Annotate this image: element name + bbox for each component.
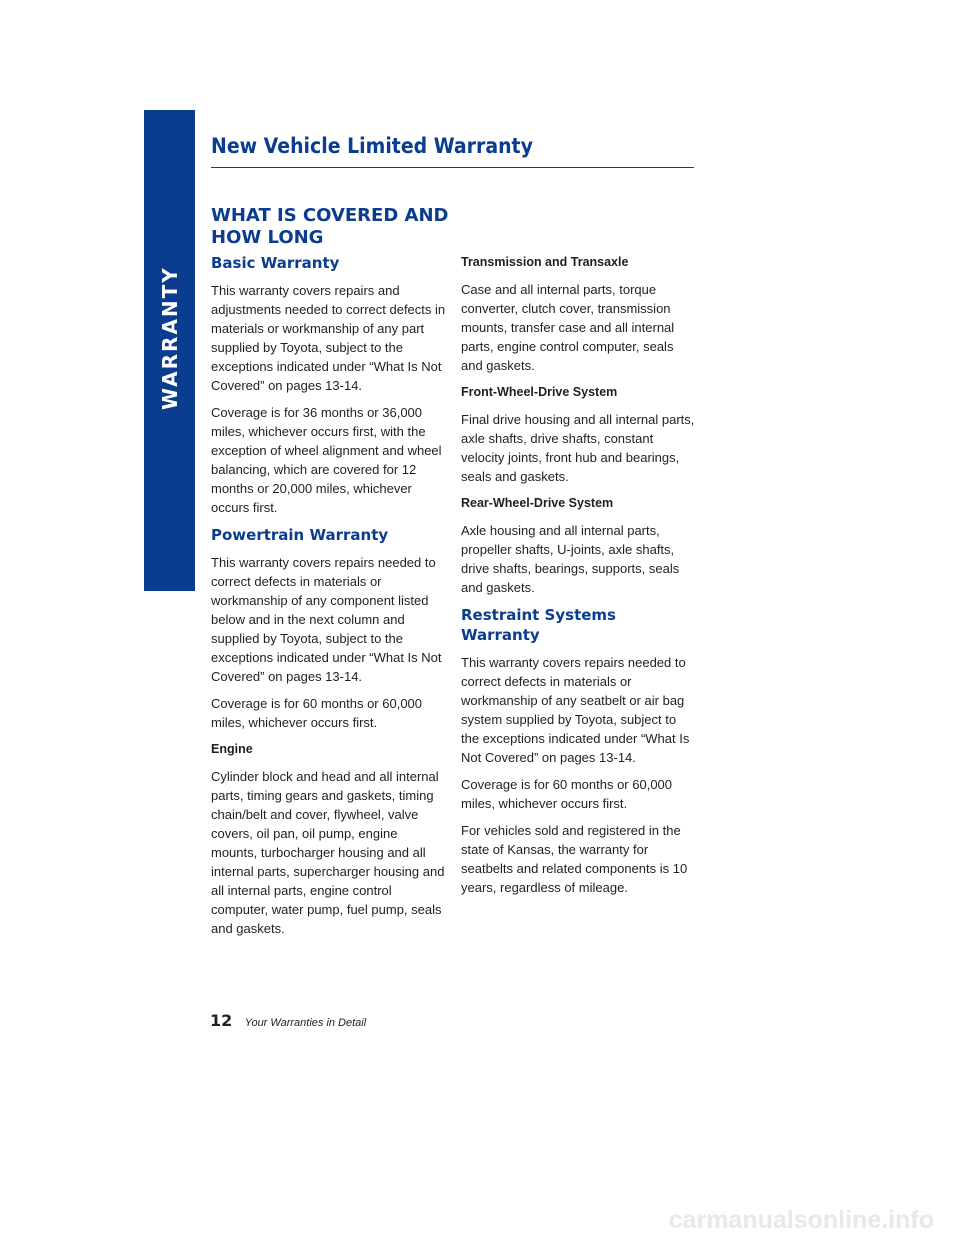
fwd-text: Final drive housing and all internal parts, axle shafts, drive shafts, constant velocity joints, front hub and bearings, seals and gaskets. [461, 412, 695, 484]
basic-warranty-coverage: Coverage is for 36 months or 36,000 miles, whichever occurs first, with the exception of wheel alignment and wheel balancing, which are covered for 12 months or 20,000 miles, whichever occurs first. [211, 405, 442, 515]
title-rule [211, 167, 694, 168]
restraint-warranty-text: This warranty covers repairs needed to correct defects in materials or workmanship of any seatbelt or air bag system supplied by Toyota, subject to the exceptions indicated under “What Is Not Covered” on pages 13-14. [461, 655, 690, 765]
page-title: New Vehicle Limited Warranty [211, 134, 533, 158]
page-number: 12 [210, 1011, 233, 1030]
fwd-heading: Front-Wheel-Drive System [461, 385, 618, 399]
powertrain-warranty-heading: Powertrain Warranty [211, 526, 389, 544]
section-heading [211, 205, 451, 249]
page-footer [210, 1011, 366, 1031]
basic-warranty-text: This warranty covers repairs and adjustments needed to correct defects in materials or workmanship of any part supplied by Toyota, subject to the exceptions indicated under “What Is Not Covered” on pages 13-14. [211, 283, 446, 393]
transmission-heading: Transmission and Transaxle [461, 255, 629, 269]
restraint-warranty-coverage: Coverage is for 60 months or 60,000 miles, whichever occurs first. [461, 777, 673, 811]
footer-text: Your Warranties in Detail [244, 1017, 367, 1029]
watermark: carmanualsonline.info [668, 1206, 934, 1234]
rwd-heading: Rear-Wheel-Drive System [461, 496, 614, 510]
rwd-text: Axle housing and all internal parts, propeller shafts, U-joints, axle shafts, drive shafts, bearings, supports, seals and gaskets. [461, 523, 680, 595]
section-heading-line-1: WHAT IS COVERED AND [211, 205, 449, 226]
powertrain-warranty-text: This warranty covers repairs needed to correct defects in materials or workmanship of any component listed below and in the next column and supplied by Toyota, subject to the exceptions indicated under “What Is Not Covered” on pages 13-14. [211, 555, 442, 684]
restraint-kansas-note: For vehicles sold and registered in the state of Kansas, the warranty for seatbelts and related components is 10 years, regardless of mileage. [461, 823, 688, 895]
right-column [461, 253, 696, 905]
basic-warranty-heading: Basic Warranty [211, 254, 340, 272]
left-column [211, 253, 447, 946]
engine-text: Cylinder block and head and all internal parts, timing gears and gaskets, timing chain/belt and cover, flywheel, valve covers, oil pan, oil pump, engine mounts, turbocharger housing and all internal parts, supercharger housing and all internal parts, engine control computer, water pump, fuel pump, seals and gaskets. [211, 769, 445, 936]
engine-heading: Engine [211, 742, 253, 756]
transmission-text: Case and all internal parts, torque converter, clutch cover, transmission mounts, transfer case and all internal parts, engine control computer, seals and gaskets. [461, 282, 675, 373]
side-tab-label: WARRANTY [158, 266, 182, 410]
restraint-warranty-heading: Restraint Systems Warranty [461, 606, 616, 644]
powertrain-warranty-coverage: Coverage is for 60 months or 60,000 miles, whichever occurs first. [211, 696, 423, 730]
section-heading-line-2: HOW LONG [211, 227, 324, 248]
